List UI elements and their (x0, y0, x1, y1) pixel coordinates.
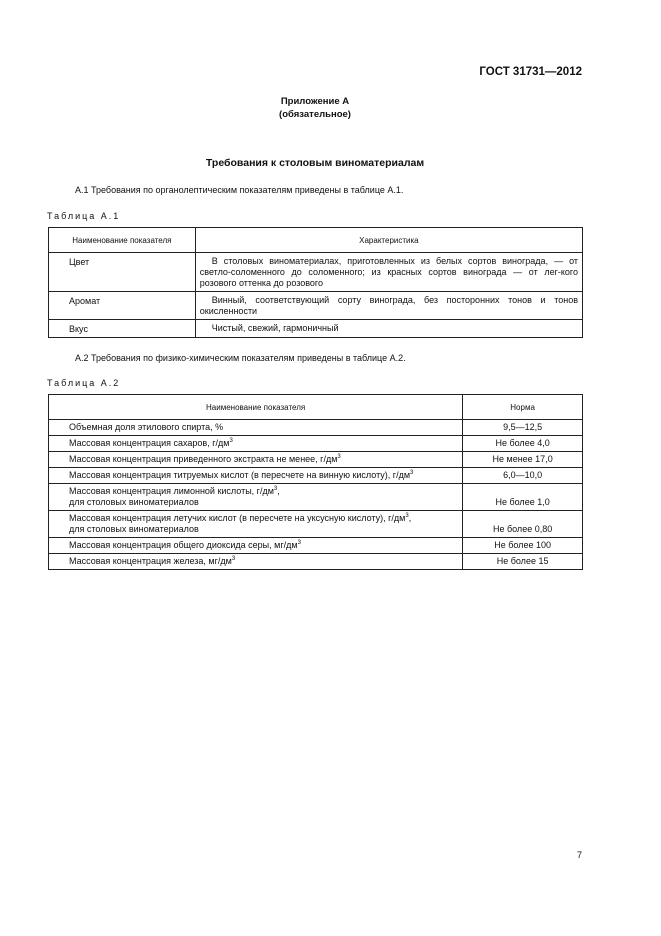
indicator-name: Массовая концентрация общего диоксида серы, $мг/дм^3$ (49, 538, 463, 554)
table-a2 (48, 394, 583, 570)
indicator-name: Массовая концентрация лимонной кислоты, $г/дм^3$, для столовых виноматериалов (49, 484, 463, 511)
section-title: Требования к столовым виноматериалам (205, 157, 425, 169)
indicator-norm: Не более 100 (463, 538, 583, 554)
appendix-heading (0, 95, 630, 121)
indicator-name: Массовая концентрация летучих кислот (в пересчете на уксусную кислоту), $г/дм^3$, для столовых виноматериалов (49, 511, 463, 538)
table-row (49, 468, 583, 484)
table-a2-caption: Таблица А.2 (47, 378, 121, 388)
appendix-subtitle: (обязательное) (279, 109, 351, 120)
table-a1 (48, 227, 583, 338)
table-row (49, 320, 583, 338)
indicator-norm: Не более 15 (463, 554, 583, 570)
table-a1-caption: Таблица А.1 (47, 211, 121, 221)
indicator-name: Вкус (49, 320, 196, 338)
table-header-row (49, 395, 583, 420)
indicator-norm: Не более 1,0 (463, 484, 583, 511)
table-row (49, 554, 583, 570)
table-header-row (49, 228, 583, 253)
indicator-name: Массовая концентрация приведенного экстракта не менее, $г/дм^3$ (49, 452, 463, 468)
indicator-norm: 6,0—10,0 (463, 468, 583, 484)
table-row (49, 253, 583, 292)
table-row (49, 436, 583, 452)
paragraph-a2: А.2 Требования по физико-химическим показателям приведены в таблице А.2. (75, 353, 406, 363)
table-row (49, 420, 583, 436)
indicator-name: Цвет (49, 253, 196, 292)
indicator-characteristic: В столовых виноматериалах, приготовленных из белых сортов винограда, — от светло-соломенного до соломенного; из красных сортов винограда — от лег-кого розового оттенка до розового (195, 253, 582, 292)
indicator-norm: Не более 0,80 (463, 511, 583, 538)
appendix-title: Приложение А (280, 96, 350, 107)
table-header-cell: Наименование показателя (49, 395, 463, 420)
page-number: 7 (576, 850, 582, 860)
table-row (49, 452, 583, 468)
table-row (49, 511, 583, 538)
indicator-name: Массовая концентрация сахаров, $г/дм^3$ (49, 436, 463, 452)
indicator-name: Объемная доля этилового спирта, % (49, 420, 463, 436)
indicator-name: Аромат (49, 292, 196, 320)
paragraph-a1: А.1 Требования по органолептическим показателям приведены в таблице А.1. (75, 185, 404, 195)
table-header-cell: Норма (463, 395, 583, 420)
table-row (49, 538, 583, 554)
indicator-norm: Не более 4,0 (463, 436, 583, 452)
indicator-norm: Не менее 17,0 (463, 452, 583, 468)
table-header-cell: Характеристика (195, 228, 582, 253)
table-row (49, 484, 583, 511)
indicator-name: Массовая концентрация железа, $мг/дм^3$ (49, 554, 463, 570)
indicator-characteristic: Чистый, свежий, гармоничный (195, 320, 582, 338)
document-code: ГОСТ 31731—2012 (479, 66, 582, 78)
indicator-characteristic: Винный, соответствующий сорту винограда, без посторонних тонов и тонов окисленности (195, 292, 582, 320)
indicator-norm: 9,5—12,5 (463, 420, 583, 436)
table-row (49, 292, 583, 320)
indicator-name: Массовая концентрация титруемых кислот (в пересчете на винную кислоту), $г/дм^3$ (49, 468, 463, 484)
table-header-cell: Наименование показателя (49, 228, 196, 253)
